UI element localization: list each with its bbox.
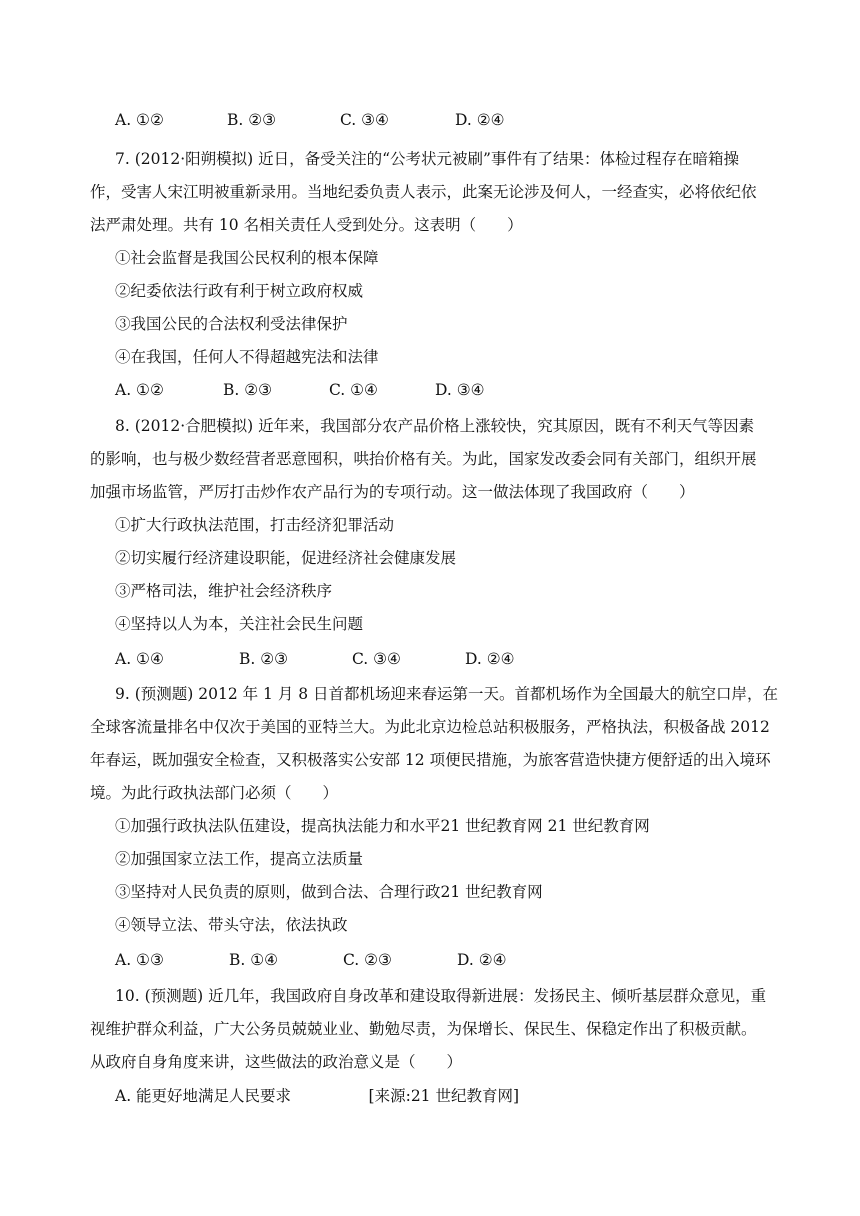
q7-option-1: ①社会监督是我国公民权利的根本保障 xyxy=(115,249,379,267)
q9-option-2: ②加强国家立法工作，提高立法质量 xyxy=(115,850,364,868)
q9-choice-c: C. ②③ xyxy=(343,951,392,969)
q6-choice-c: C. ③④ xyxy=(340,111,389,129)
q6-choice-d: D. ②④ xyxy=(455,111,505,129)
q10-stem-line-3: 从政府自身角度来讲，这些做法的政治意义是（ ） xyxy=(90,1053,463,1071)
q9-option-4: ④领导立法、带头守法，依法执政 xyxy=(115,916,348,934)
q10-stem-line-2: 视维护群众利益，广大公务员兢兢业业、勤勉尽责，为保增长、保民生、保稳定作出了积极贡献。 xyxy=(90,1020,757,1038)
q9-choice-a: A. ①③ xyxy=(115,951,164,969)
q9-stem-line-2: 全球客流量排名中仅次于美国的亚特兰大。为此北京边检总站积极服务，严格执法，积极备战 2012 xyxy=(90,718,770,736)
q9-stem-line-1: 9. (预测题) 2012 年 1 月 8 日首都机场迎来春运第一天。首都机场作为全国最大的航空口岸，在 xyxy=(115,685,779,703)
q7-choice-b: B. ②③ xyxy=(223,381,273,399)
q9-choice-d: D. ②④ xyxy=(457,951,507,969)
q7-choice-a: A. ①② xyxy=(115,381,164,399)
q10-option-a: A. 能更好地满足人民要求 [来源:21 世纪教育网] xyxy=(115,1087,520,1105)
q8-choice-a: A. ①④ xyxy=(115,650,164,668)
q8-choice-d: D. ②④ xyxy=(465,650,515,668)
q8-option-3: ③严格司法，维护社会经济秩序 xyxy=(115,582,333,600)
q7-stem-line-1: 7. (2012·阳朔模拟) 近日，备受关注的“公考状元被刷”事件有了结果：体检过程存在暗箱操 xyxy=(115,150,739,168)
q9-option-1: ①加强行政执法队伍建设，提高执法能力和水平21 世纪教育网 21 世纪教育网 xyxy=(115,817,650,835)
q7-option-4: ④在我国，任何人不得超越宪法和法律 xyxy=(115,348,379,366)
q7-stem-line-3: 法严肃处理。共有 10 名相关责任人受到处分。这表明（ ） xyxy=(90,216,523,234)
q8-stem-line-3: 加强市场监管，严厉打击炒作农产品行为的专项行动。这一做法体现了我国政府（ ） xyxy=(90,483,695,501)
q9-option-3: ③坚持对人民负责的原则，做到合法、合理行政21 世纪教育网 xyxy=(115,883,543,901)
q8-choice-c: C. ③④ xyxy=(352,650,401,668)
q8-option-1: ①扩大行政执法范围，打击经济犯罪活动 xyxy=(115,516,395,534)
q8-option-4: ④坚持以人为本，关注社会民生问题 xyxy=(115,615,364,633)
q8-choice-b: B. ②③ xyxy=(239,650,289,668)
q7-choice-c: C. ①④ xyxy=(329,381,378,399)
q9-choice-b: B. ①④ xyxy=(229,951,279,969)
q9-stem-line-4: 境。为此行政执法部门必须（ ） xyxy=(90,784,339,802)
q9-stem-line-3: 年春运，既加强安全检查，又积极落实公安部 12 项便民措施，为旅客营造快捷方便舒适的出入境环 xyxy=(90,751,771,769)
q7-option-3: ③我国公民的合法权利受法律保护 xyxy=(115,315,348,333)
q8-stem-line-1: 8. (2012·合肥模拟) 近年来，我国部分农产品价格上涨较快，究其原因，既有不利天气等因素 xyxy=(115,417,755,435)
q10-stem-line-1: 10. (预测题) 近几年，我国政府自身改革和建设取得新进展：发扬民主、倾听基层群众意见，重 xyxy=(115,987,767,1005)
q7-choice-d: D. ③④ xyxy=(435,381,485,399)
q6-choice-a: A. ①② xyxy=(115,111,164,129)
q6-choice-b: B. ②③ xyxy=(227,111,277,129)
q8-stem-line-2: 的影响，也与极少数经营者恶意囤积，哄抬价格有关。为此，国家发改委会同有关部门，组织开展 xyxy=(90,450,757,468)
q8-option-2: ②切实履行经济建设职能，促进经济社会健康发展 xyxy=(115,549,457,567)
q7-stem-line-2: 作，受害人宋江明被重新录用。当地纪委负责人表示，此案无论涉及何人，一经查实，必将依纪依 xyxy=(90,183,757,201)
q7-option-2: ②纪委依法行政有利于树立政府权威 xyxy=(115,282,364,300)
